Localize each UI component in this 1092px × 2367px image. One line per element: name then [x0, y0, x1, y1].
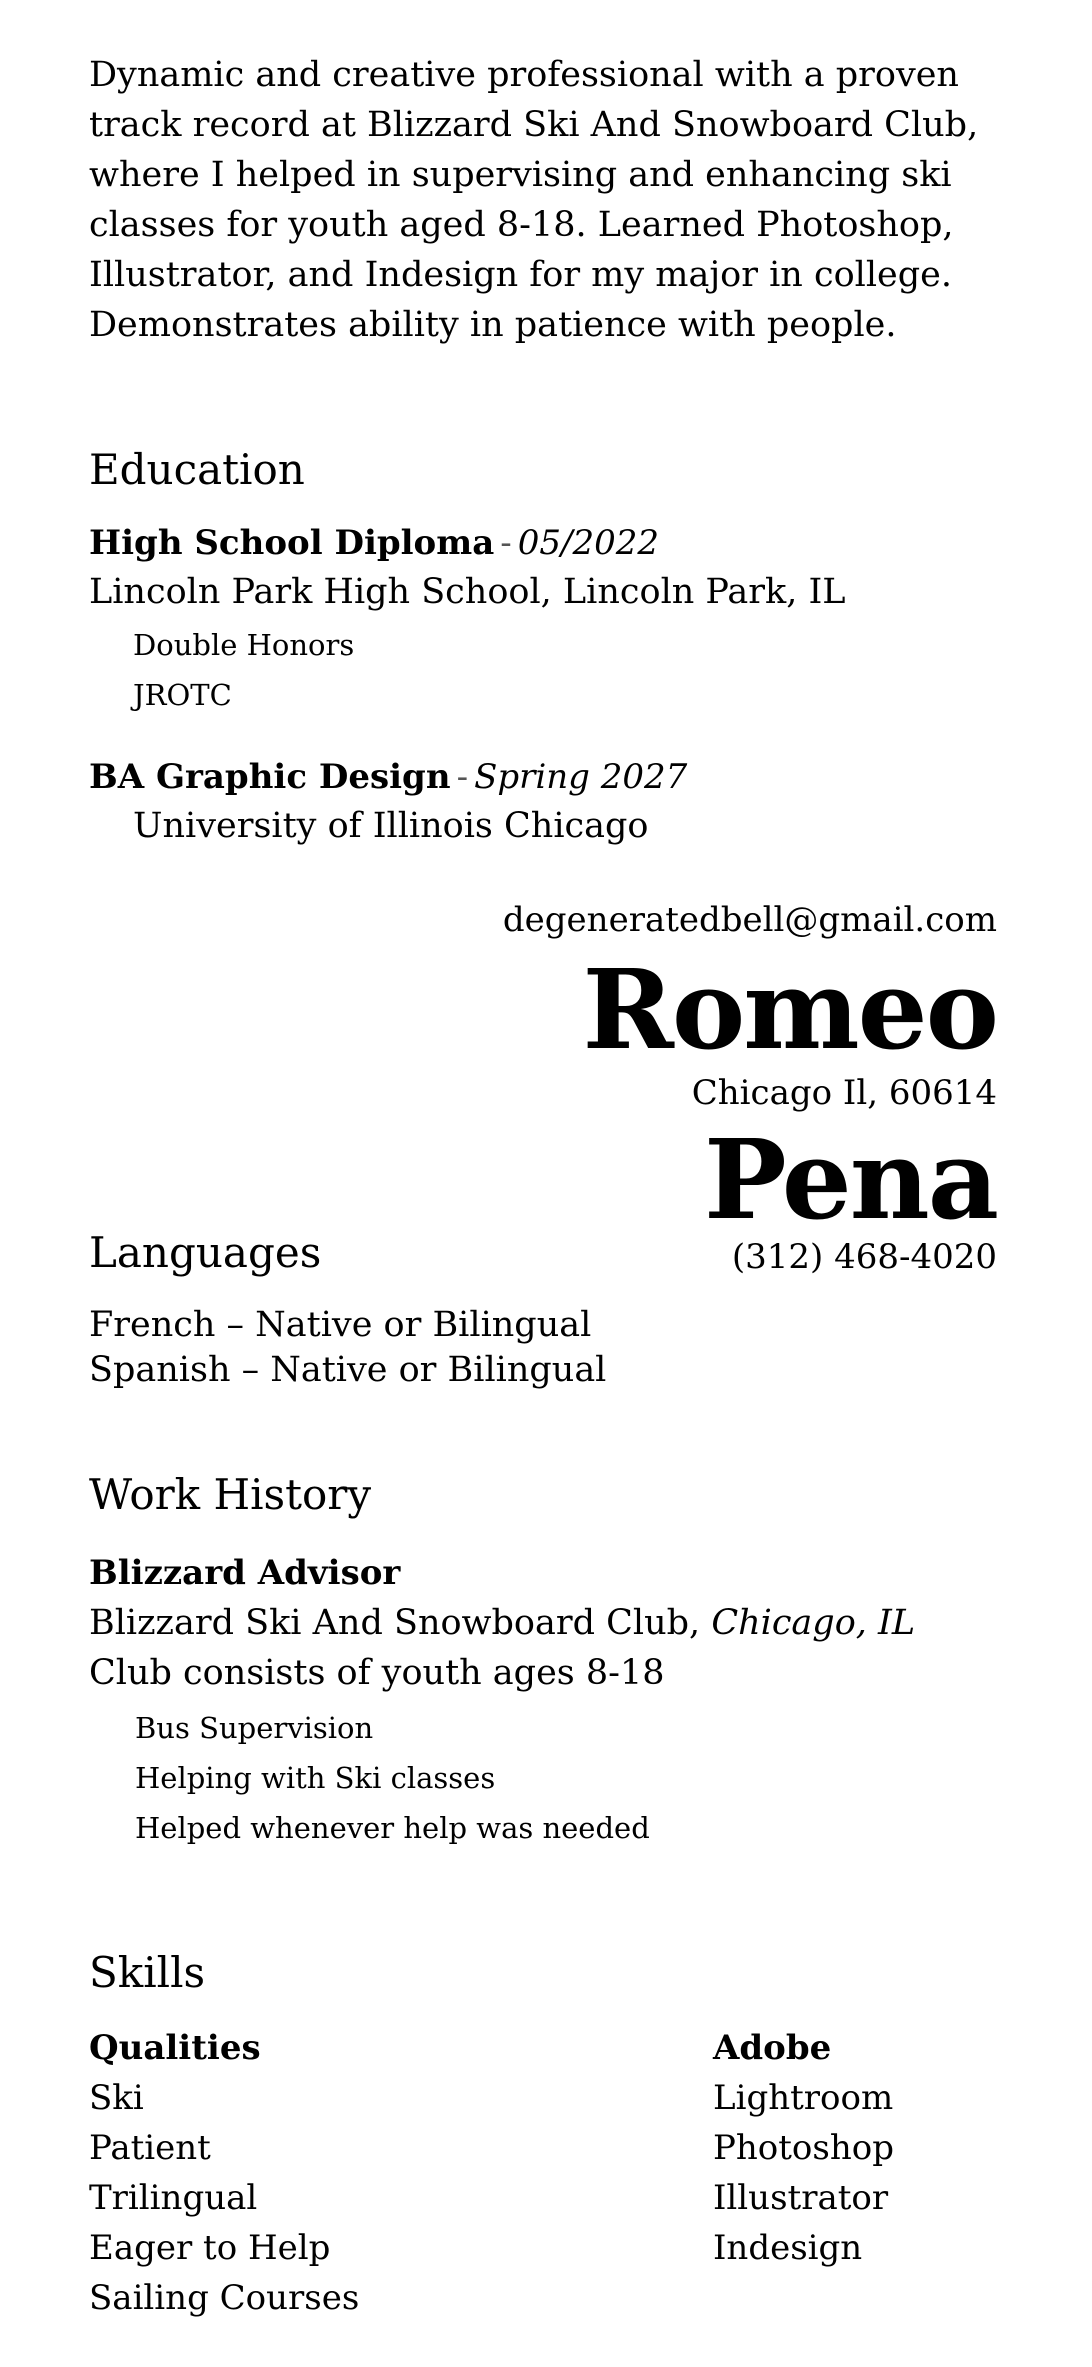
employer-location: Chicago, IL [711, 1603, 916, 1643]
skills-adobe-column [713, 2023, 894, 2273]
skill-item: Patient [89, 2128, 211, 2168]
school-name: University of Illinois Chicago [133, 806, 649, 846]
skill-item: Eager to Help [89, 2228, 331, 2268]
location: Chicago Il, 60614 [691, 1073, 997, 1113]
job-title-text: Blizzard Advisor [89, 1553, 401, 1593]
skills-adobe-heading: Adobe [713, 2028, 832, 2068]
skill-item: Lightroom [713, 2078, 894, 2118]
degree-date: Spring 2027 [474, 757, 688, 797]
skill-item: Trilingual [89, 2178, 258, 2218]
summary-line: Illustrator, and Indesign for my major in college. [89, 255, 952, 295]
skills-qualities-column [89, 2023, 359, 2323]
job-title [89, 1553, 400, 1593]
summary-line: classes for youth aged 8-18. Learned Photoshop, [89, 205, 954, 245]
language-item: French – Native or Bilingual [89, 1305, 592, 1345]
summary-line: Demonstrates ability in patience with people. [89, 305, 897, 345]
job-duty: Helping with Ski classes [135, 1761, 496, 1795]
skills-qualities-heading: Qualities [89, 2028, 261, 2068]
languages-heading: Languages [89, 1228, 322, 1277]
job-duty: Helped whenever help was needed [135, 1811, 650, 1845]
education-entry-hs [89, 523, 659, 563]
job-duty: Bus Supervision [135, 1711, 374, 1745]
email-address[interactable]: degeneratedbell@gmail.com [502, 900, 997, 940]
summary-line: where I helped in supervising and enhancing ski [89, 155, 952, 195]
separator: - [456, 757, 469, 797]
language-item: Spanish – Native or Bilingual [89, 1350, 607, 1390]
first-name: Romeo [582, 945, 997, 1074]
education-detail: JROTC [133, 678, 232, 712]
degree-date: 05/2022 [517, 523, 659, 563]
separator: - [500, 523, 512, 563]
degree-name: BA Graphic Design [89, 757, 451, 797]
skill-item: Sailing Courses [89, 2278, 360, 2318]
employer-line [89, 1603, 915, 1643]
degree-name: High School Diploma [89, 523, 495, 563]
phone-number: (312) 468-4020 [731, 1237, 997, 1277]
work-history-heading: Work History [89, 1470, 372, 1519]
job-description: Club consists of youth ages 8-18 [89, 1653, 665, 1693]
skills-heading: Skills [89, 1948, 206, 1997]
school-name: Lincoln Park High School, Lincoln Park, IL [89, 572, 846, 612]
education-heading: Education [89, 445, 305, 494]
last-name: Pena [704, 1115, 997, 1244]
skill-item: Photoshop [713, 2128, 894, 2168]
summary-line: Dynamic and creative professional with a proven [89, 55, 959, 95]
education-detail: Double Honors [133, 628, 355, 662]
employer-name: Blizzard Ski And Snowboard Club, [89, 1603, 701, 1643]
skill-item: Indesign [713, 2228, 863, 2268]
skill-item: Ski [89, 2078, 144, 2118]
education-entry-ba [89, 757, 687, 797]
skill-item: Illustrator [713, 2178, 889, 2218]
summary-line: track record at Blizzard Ski And Snowboard Club, [89, 105, 979, 145]
professional-summary [89, 50, 1009, 350]
